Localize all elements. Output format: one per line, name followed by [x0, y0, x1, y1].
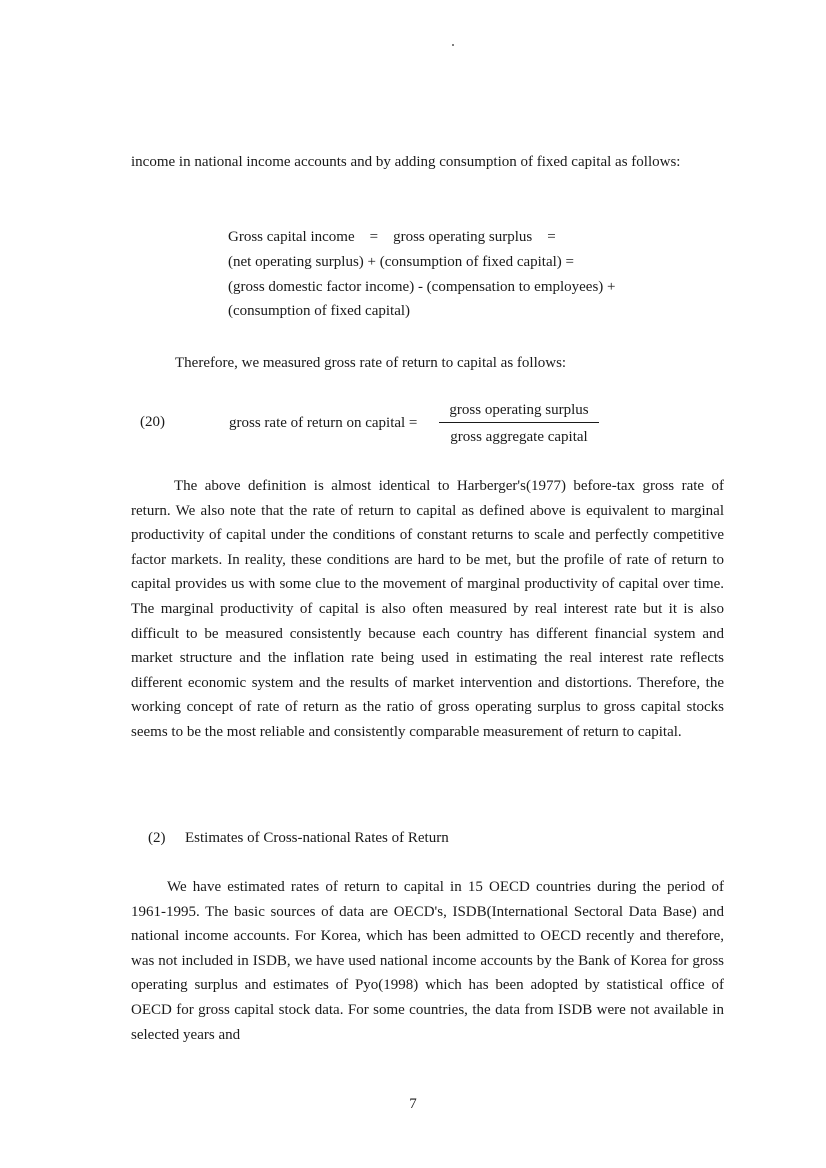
fraction-denominator: gross aggregate capital [450, 429, 588, 445]
intro-paragraph: income in national income accounts and by adding consumption of fixed capital as follows: [131, 154, 681, 170]
capital-income-equation-block [228, 225, 688, 324]
section-heading [148, 827, 449, 849]
scan-speck [452, 44, 454, 46]
section-number: (2) [148, 830, 166, 846]
equation-line: (net operating surplus) + (consumption of fixed capital) = [228, 253, 574, 270]
equation-number: (20) [140, 414, 165, 430]
estimates-paragraph: We have estimated rates of return to capital in 15 OECD countries during the period of 1961-1995. The basic sources of data are OECD's, ISDB(International Sectoral Data Base) and national income accounts. For Korea, which has been admitted to OECD recently and therefore, was not included in ISDB, we have used national income accounts by the Bank of Korea for gross operating surplus and estimates of Pyo(1998) which has been adopted by statistical office of OECD for gross capital stock data. For some countries, the data from ISDB were not available in selected years and [131, 879, 724, 1043]
fraction-numerator: gross operating surplus [449, 402, 589, 418]
definition-paragraph: The above definition is almost identical to Harberger's(1977) before-tax gross rate of return. We also note that the rate of return to capital as defined above is equivalent to marginal productivity of capital under the conditions of constant returns to scale and perfectly competitive factor markets. In reality, these conditions are hard to be met, but the profile of rate of return to capital provides us with some clue to the movement of marginal productivity of capital over time. The marginal productivity of capital is also often measured by real interest rate but it is also difficult to be measured consistently because each country has different financial system and market structure and the inflation rate being used in estimating the real interest rate reflects different economic system and the results of market intervention and distortions. Therefore, the working concept of rate of return as the ratio of gross operating surplus to gross capital stocks seems to be the most reliable and consistently comparable measurement of return to capital. [131, 478, 724, 740]
equation-line: (gross domestic factor income) - (compensation to employees) + [228, 278, 616, 295]
equation-lhs: gross rate of return on capital = [229, 415, 418, 431]
page-number: 7 [409, 1096, 417, 1112]
equation-line: (consumption of fixed capital) [228, 303, 411, 320]
therefore-sentence: Therefore, we measured gross rate of return to capital as follows: [175, 355, 567, 371]
section-title: Estimates of Cross-national Rates of Return [185, 830, 449, 846]
equation-line: Gross capital income = gross operating surplus = [228, 229, 556, 245]
fraction [438, 400, 600, 447]
